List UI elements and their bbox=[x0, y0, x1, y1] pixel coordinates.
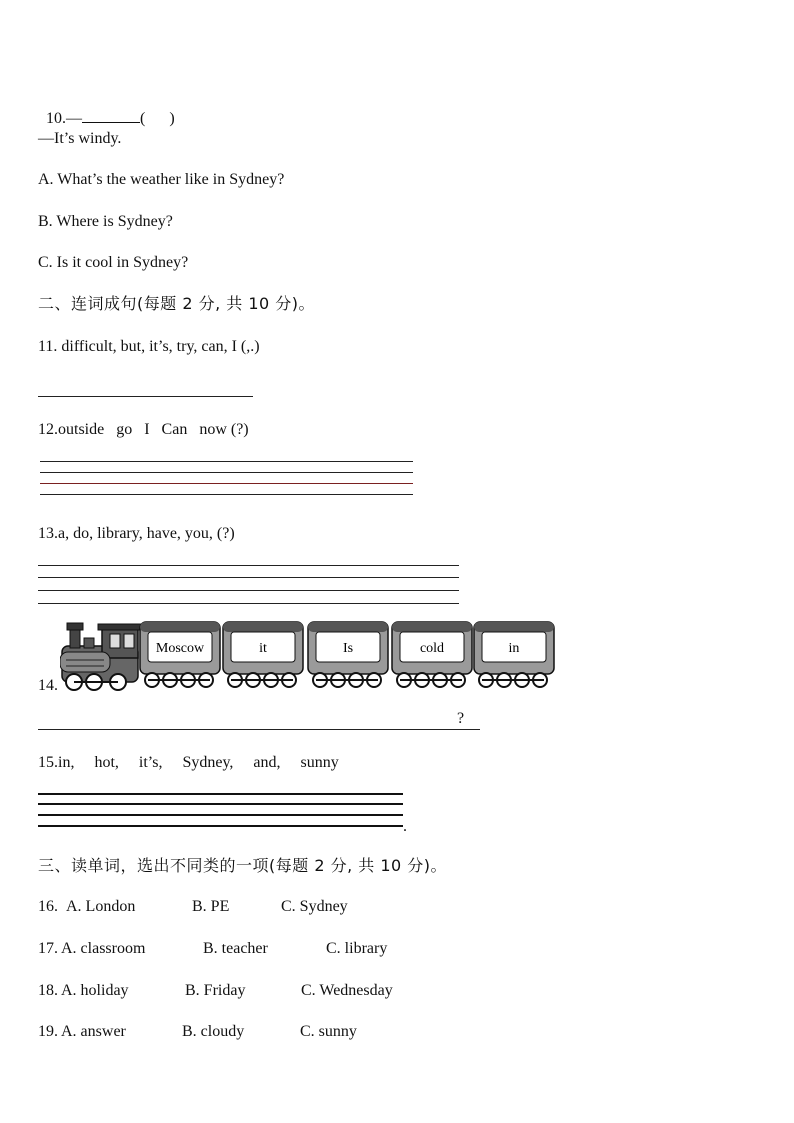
q18-option-b: B. Friday bbox=[185, 982, 246, 999]
q17-option-c: C. library bbox=[326, 940, 388, 957]
q10-stem: 10.— ( ) bbox=[46, 110, 175, 127]
q19-option-c: C. sunny bbox=[300, 1023, 357, 1040]
train-car-4 bbox=[392, 622, 472, 687]
q16-option-b: B. PE bbox=[192, 898, 230, 915]
q13-answer-line-3[interactable] bbox=[38, 590, 459, 591]
q15-answer-line-3[interactable] bbox=[38, 814, 403, 816]
q16-option-c: C. Sydney bbox=[281, 898, 348, 915]
train-car-5 bbox=[474, 622, 554, 687]
q10-option-a: A. What’s the weather like in Sydney? bbox=[38, 171, 285, 188]
q18-option-a: A. holiday bbox=[61, 982, 129, 999]
train-word-2: it bbox=[259, 641, 267, 656]
q19-number: 19. bbox=[38, 1023, 58, 1040]
q13-prompt: 13.a, do, library, have, you, (?) bbox=[38, 525, 235, 542]
q15-answer-line-1[interactable] bbox=[38, 793, 403, 795]
q15-answer-line-2[interactable] bbox=[38, 803, 403, 805]
q10-response: —It’s windy. bbox=[38, 130, 122, 147]
q14-end-mark: ? bbox=[457, 710, 465, 727]
q13-answer-line-1[interactable] bbox=[38, 565, 459, 566]
q17-number: 17. bbox=[38, 940, 58, 957]
train-word-5: in bbox=[508, 641, 520, 656]
q15-end-mark: . bbox=[403, 818, 407, 835]
q12-answer-line-3[interactable] bbox=[40, 483, 413, 484]
train-car-3 bbox=[308, 622, 388, 687]
train-car-2 bbox=[223, 622, 303, 687]
q11-prompt: 11. difficult, but, it’s, try, can, I (,.) bbox=[38, 338, 260, 355]
q13-answer-line-2[interactable] bbox=[38, 577, 459, 578]
q18-number: 18. bbox=[38, 982, 58, 999]
q14-answer-line[interactable] bbox=[38, 729, 480, 730]
q17-option-a: A. classroom bbox=[61, 940, 146, 957]
q19-option-b: B. cloudy bbox=[182, 1023, 245, 1040]
q10-paren[interactable]: ( ) bbox=[140, 110, 175, 127]
q13-answer-line-4[interactable] bbox=[38, 603, 459, 604]
q18-option-c: C. Wednesday bbox=[301, 982, 393, 999]
train-car-1 bbox=[140, 622, 220, 687]
q12-prompt: 12.outside go I Can now (?) bbox=[38, 421, 249, 438]
locomotive-icon bbox=[60, 623, 142, 690]
q16-option-a: A. London bbox=[66, 898, 136, 915]
q12-answer-line-2[interactable] bbox=[40, 472, 413, 473]
q17-option-b: B. teacher bbox=[203, 940, 268, 957]
train-word-4: cold bbox=[419, 641, 445, 656]
q19-option-a: A. answer bbox=[61, 1023, 126, 1040]
q10-option-b: B. Where is Sydney? bbox=[38, 213, 173, 230]
q10-option-c: C. Is it cool in Sydney? bbox=[38, 254, 189, 271]
q16-number: 16. bbox=[38, 898, 58, 915]
section3-heading: 三、读单词，选出不同类的一项(每题 2 分, 共 10 分)。 bbox=[38, 856, 448, 875]
train-word-3: Is bbox=[342, 641, 354, 656]
section2-heading: 二、连词成句(每题 2 分, 共 10 分)。 bbox=[38, 294, 316, 313]
train-illustration bbox=[60, 618, 560, 694]
q15-prompt: 15.in, hot, it’s, Sydney, and, sunny bbox=[38, 754, 339, 771]
q12-answer-line-4[interactable] bbox=[40, 494, 413, 495]
train-word-1: Moscow bbox=[155, 641, 205, 656]
q12-answer-line-1[interactable] bbox=[40, 461, 413, 462]
q10-answer-blank[interactable] bbox=[82, 108, 140, 123]
q14-number: 14. bbox=[38, 677, 58, 694]
q11-answer-line[interactable] bbox=[38, 396, 253, 397]
q15-answer-line-4[interactable] bbox=[38, 825, 403, 827]
